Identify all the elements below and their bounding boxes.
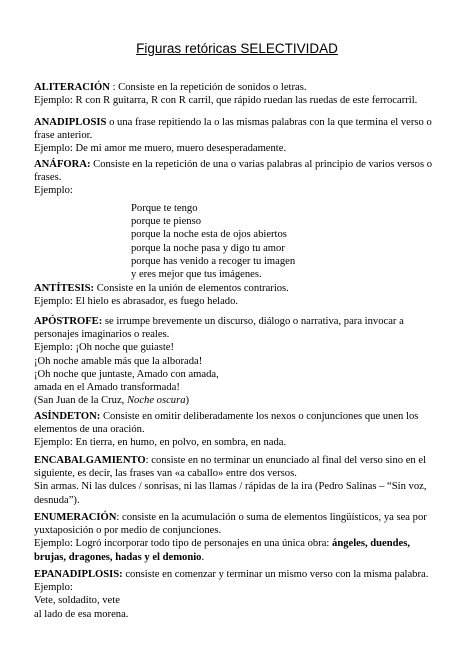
- apostrofe-line: ¡Oh noche amable más que la alborada!: [34, 355, 203, 367]
- section-apostrofe: [34, 315, 440, 407]
- aliteracion-def: : Consiste en la repetición de sonidos o letras.: [109, 82, 307, 93]
- encabalgamiento-term: ENCABALGAMIENTO: [34, 455, 146, 466]
- epanadiplosis-line: Vete, soldadito, vete: [34, 595, 120, 607]
- enumeracion-definition: [34, 511, 440, 537]
- epanadiplosis-term: EPANADIPLOSIS:: [34, 569, 123, 580]
- asindeton-definition: [34, 410, 440, 436]
- aliteracion-term: ALITERACIÓN: [34, 82, 110, 93]
- poem-line: Porque te tengo: [131, 203, 198, 214]
- poem-line: y eres mejor que tus imágenes.: [131, 269, 262, 281]
- apostrofe-term: APÓSTROFE:: [34, 316, 103, 327]
- enumeracion-example-bold: ángeles, duendes, brujas, dragones, hadas y el demonio: [34, 538, 411, 563]
- epanadiplosis-def: consiste en comenzar y terminar un mismo verso con la misma palabra.: [122, 569, 429, 580]
- antitesis-definition: [34, 282, 440, 295]
- apostrofe-definition: [34, 315, 440, 341]
- enumeracion-example-text: Ejemplo: Logró incorporar todo tipo de personajes en una única obra:: [34, 538, 333, 550]
- page-title: Figuras retóricas SELECTIVIDAD: [136, 41, 338, 56]
- encabalgamiento-def: : consiste en no terminar un enunciado al final del verso sino en el siguiente, es decir, las frases van «a caballo» entre dos versos.: [34, 455, 427, 480]
- asindeton-def: Consiste en omitir deliberadamente los nexos o conjunciones que unen los elementos de una oración.: [34, 411, 419, 436]
- poem-line: porque la noche pasa y digo tu amor: [131, 242, 285, 254]
- apostrofe-line: Ejemplo: ¡Oh noche que guiaste!: [34, 342, 175, 354]
- antitesis-term: ANTÍTESIS:: [34, 283, 95, 294]
- apostrofe-line: amada en el Amado transformada!: [34, 382, 180, 394]
- anadiplosis-def: o una frase repitiendo la o las mismas palabras con la que termina el verso o frase anterior.: [34, 117, 432, 142]
- antitesis-example: Ejemplo: El hielo es abrasador, es fuego helado.: [34, 296, 239, 308]
- poem-line: porque has venido a recoger tu imagen: [131, 255, 296, 267]
- anadiplosis-definition: [34, 116, 440, 142]
- poem-line: porque la noche esta de ojos abiertos: [131, 229, 287, 241]
- enumeracion-def: : consiste en la acumulación o suma de elementos lingüísticos, ya sea por yuxtaposición o por medio de conjunciones.: [34, 512, 427, 537]
- anafora-poem: [131, 202, 431, 281]
- poem-line: porque te pienso: [131, 216, 202, 228]
- apostrofe-line: ¡Oh noche que juntaste, Amado con amada,: [34, 368, 219, 380]
- asindeton-example: Ejemplo: En tierra, en humo, en polvo, en sombra, en nada.: [34, 437, 287, 449]
- enumeracion-example: [34, 537, 440, 563]
- section-aliteracion: [34, 81, 440, 107]
- anadiplosis-term: ANADIPLOSIS: [34, 117, 107, 128]
- section-asindeton: [34, 410, 440, 450]
- anafora-term: ANÁFORA:: [34, 159, 91, 170]
- anafora-example-label: Ejemplo:: [34, 185, 73, 197]
- enumeracion-example-end: .: [201, 551, 205, 563]
- section-epanadiplosis: [34, 568, 440, 621]
- apostrofe-source-close: ): [185, 395, 190, 407]
- section-anadiplosis: [34, 116, 440, 156]
- anadiplosis-example: Ejemplo: De mi amor me muero, muero desesperadamente.: [34, 143, 287, 155]
- antitesis-def: Consiste en la unión de elementos contrarios.: [94, 283, 289, 294]
- enumeracion-term: ENUMERACIÓN: [34, 512, 117, 523]
- encabalgamiento-definition: [34, 454, 440, 480]
- apostrofe-def: se irrumpe brevemente un discurso, diálogo o narrativa, para invocar a personajes imaginarios o reales.: [34, 316, 404, 341]
- anafora-def: Consiste en la repetición de una o varias palabras al principio de varios versos o frases.: [34, 159, 433, 184]
- aliteracion-definition: [34, 81, 440, 94]
- section-encabalgamiento: [34, 454, 440, 507]
- apostrofe-source: [34, 394, 440, 407]
- asindeton-term: ASÍNDETON:: [34, 411, 101, 422]
- encabalgamiento-example: Sin armas. Ni las dulces / sonrisas, ni las llamas / rápidas de la ira (Pedro Salinas – “Sin voz, desnuda”).: [34, 481, 427, 506]
- section-enumeracion: [34, 511, 440, 564]
- section-anafora: [34, 158, 440, 198]
- apostrofe-source-author: (San Juan de la Cruz,: [34, 395, 127, 407]
- section-antitesis: [34, 282, 440, 308]
- aliteracion-example: Ejemplo: R con R guitarra, R con R carril, que rápido ruedan las ruedas de este ferrocarril.: [34, 95, 418, 107]
- anafora-definition: [34, 158, 440, 184]
- apostrofe-source-title: Noche oscura: [126, 395, 186, 407]
- epanadiplosis-definition: [34, 568, 440, 581]
- epanadiplosis-line: al lado de esa morena.: [34, 608, 129, 620]
- epanadiplosis-line: Ejemplo:: [34, 582, 73, 594]
